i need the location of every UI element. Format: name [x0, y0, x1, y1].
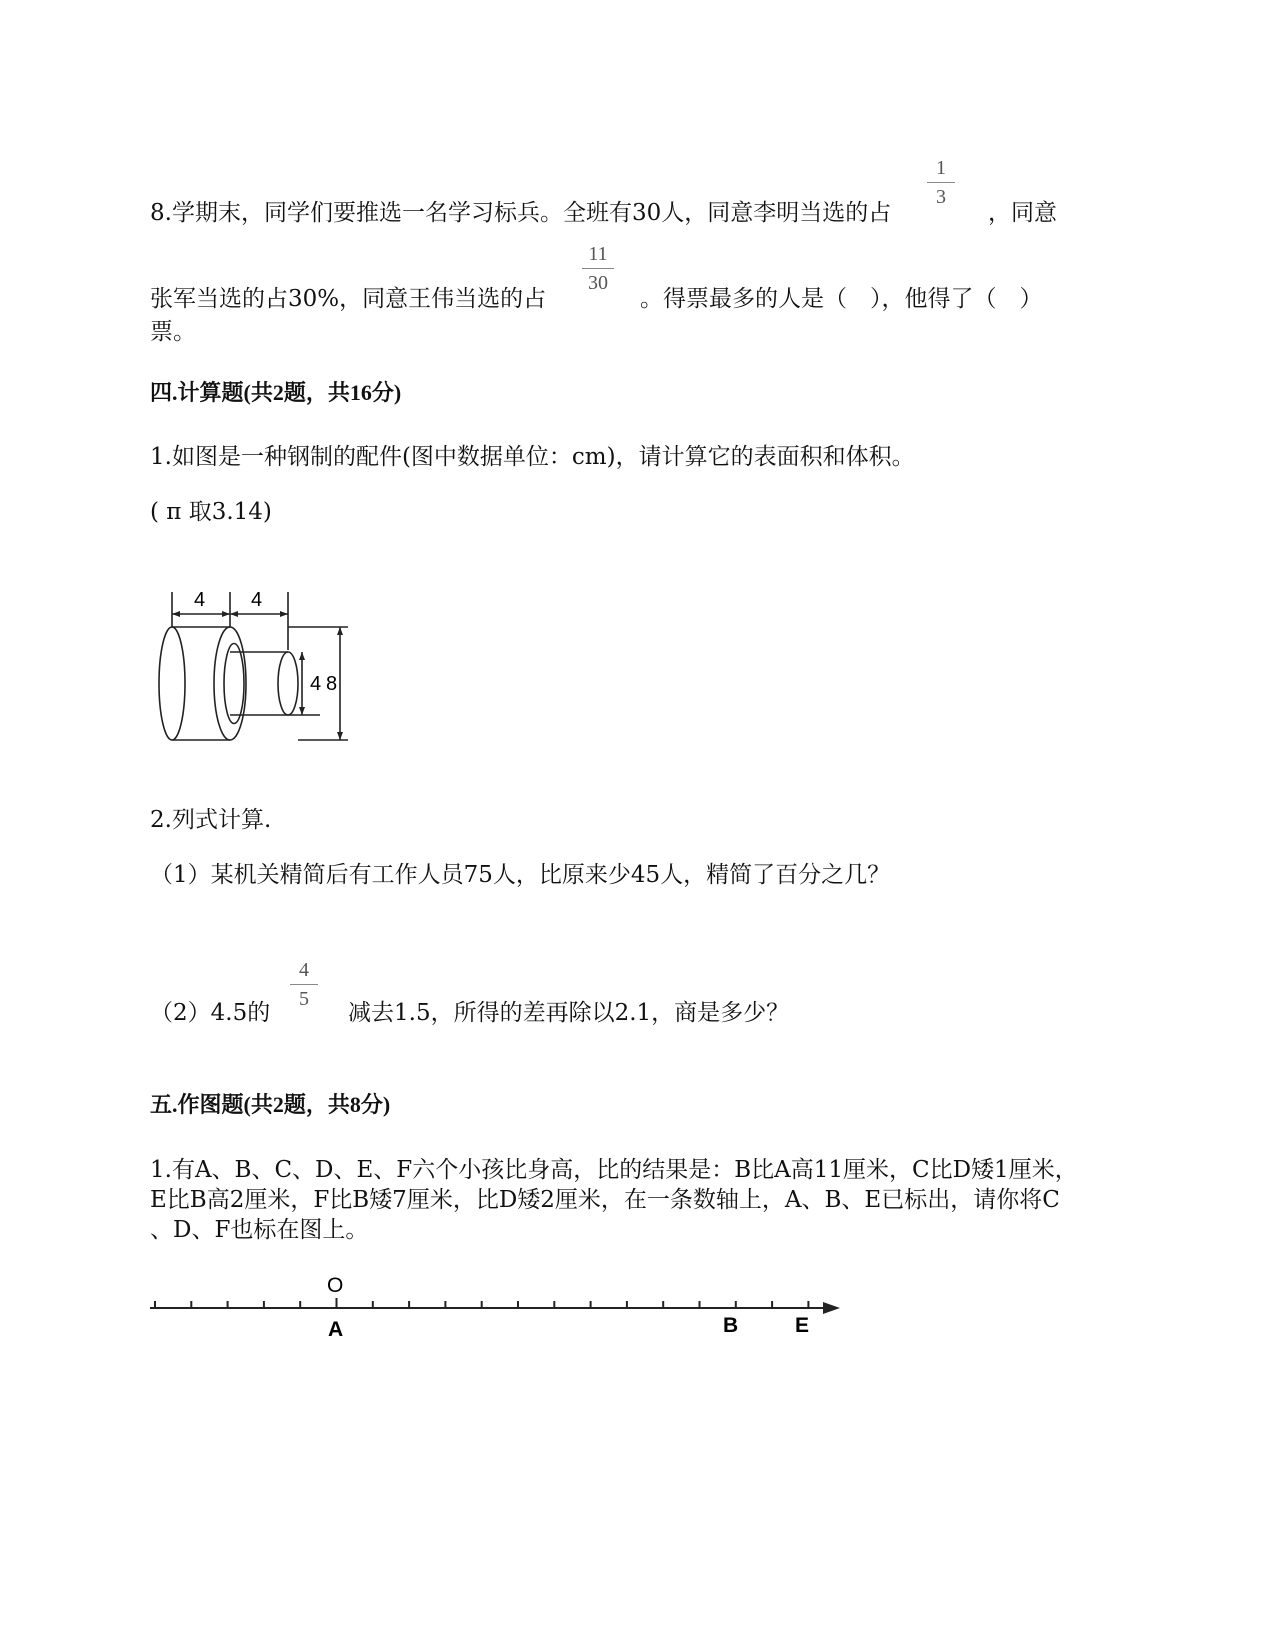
q8-line1-end: ，同意 [988, 200, 1057, 226]
dim-label-top-left: 4 [194, 589, 206, 611]
axis-label-origin: O [327, 1274, 344, 1297]
dim-label-inner: 4 [310, 673, 322, 695]
s4-q2-part2-b: 减去1.5，所得的差再除以2.1，商是多少？ [348, 1000, 790, 1026]
section4-heading: 四.计算题(共2题，共16分) [150, 380, 402, 405]
fraction-eleven-thirtieths [576, 242, 620, 295]
q8-line1-text: 8.学期末，同学们要推选一名学习标兵。全班有30人，同意李明当选的占 [150, 200, 892, 226]
dim-label-top-right: 4 [251, 589, 263, 611]
s5-q1-line1: 1.有A、B、C、D、E、F六个小孩比身高，比的结果是：B比A高11厘米，C比D矮1厘米， [150, 1157, 1078, 1183]
q8-line1 [150, 198, 891, 228]
s5-q1-line2: E比B高2厘米，F比B矮7厘米，比D矮2厘米，在一条数轴上，A、B、E已标出，请你将C [150, 1187, 1060, 1213]
s4-q2-part2-a: （2）4.5的 [150, 1000, 271, 1026]
dim-label-outer: 8 [326, 673, 338, 695]
fraction-denominator: 3 [936, 186, 946, 208]
s4-q1-text: 1.如图是一种钢制的配件(图中数据单位：cm)，请计算它的表面积和体积。 [150, 444, 915, 470]
fraction-numerator: 11 [588, 243, 608, 265]
s4-q2-title: 2.列式计算. [150, 807, 272, 833]
fraction-one-third [921, 156, 961, 209]
fraction-four-fifths [284, 958, 324, 1011]
fraction-numerator: 1 [936, 157, 946, 179]
section5-heading: 五.作图题(共2题，共8分) [150, 1092, 391, 1117]
s4-q2-part1: （1）某机关精简后有工作人员75人，比原来少45人，精简了百分之几？ [150, 862, 891, 888]
fraction-denominator: 5 [299, 988, 309, 1010]
q8-line2: 张军当选的占30%，同意王伟当选的占 [150, 286, 547, 312]
fraction-numerator: 4 [299, 959, 309, 981]
s4-q1-pi-note: ( π 取3.14) [150, 499, 272, 525]
q8-line3: 票。 [150, 319, 196, 345]
axis-label-e: E [795, 1314, 810, 1337]
axis-label-b: B [723, 1314, 739, 1337]
steel-part-figure [148, 582, 368, 752]
fraction-denominator: 30 [588, 272, 608, 294]
number-line-figure [145, 1270, 855, 1350]
axis-label-a: A [328, 1318, 344, 1341]
s5-q1-line3: 、D、F也标在图上。 [150, 1217, 369, 1243]
q8-line2-end: 。得票最多的人是（ ），他得了（ ） [640, 286, 1043, 312]
